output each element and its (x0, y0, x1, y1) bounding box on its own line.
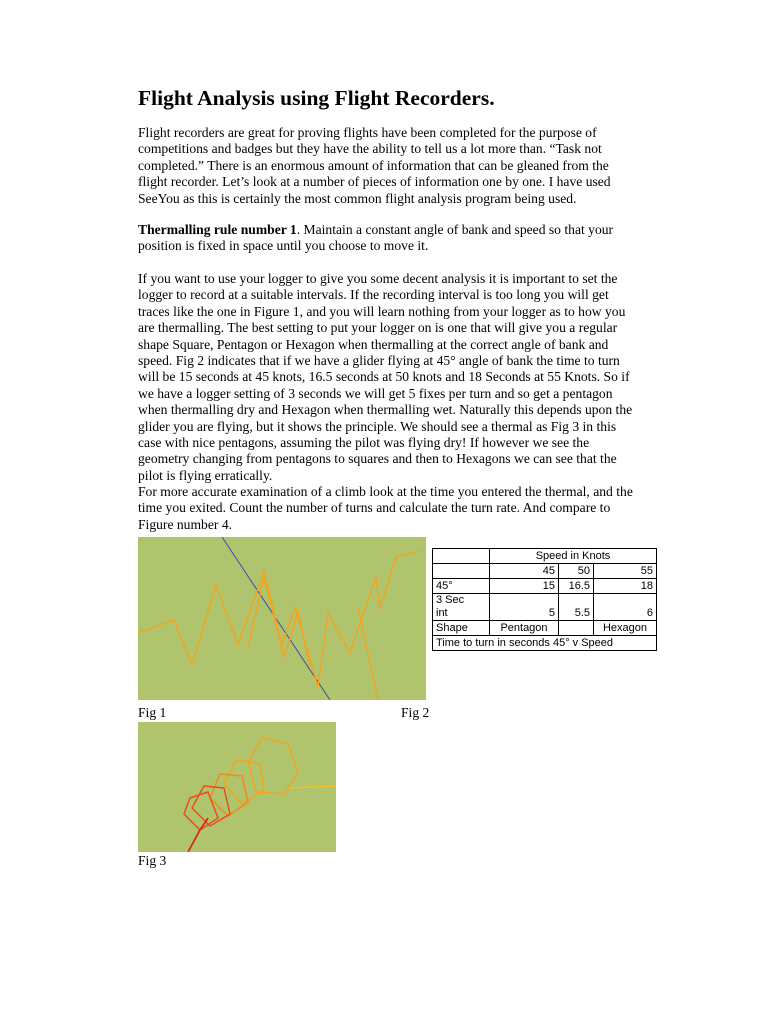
intro-paragraph: Flight recorders are great for proving flights have been completed for the purpose of competitions and badges but they have the ability to tell us a lot more than. “Task not completed.” There is an enormous amount of information that can be gleaned from the flight recorder. Let’s look at a number of pieces of information one by one. I have used SeeYou as this is certainly the most common flight analysis program being used. (138, 125, 611, 206)
table-row-label: 45° (433, 579, 490, 594)
figure-3-caption: Fig 3 (138, 853, 167, 868)
table-caption: Time to turn in seconds 45° v Speed (433, 636, 657, 651)
figure-1-caption: Fig 1 (138, 705, 167, 720)
table-cell: 5.5 (559, 594, 594, 621)
figure-1-trace (138, 537, 426, 700)
table-cell (433, 564, 490, 579)
fig1-zigzag-trace (138, 551, 420, 687)
table-row (433, 636, 657, 651)
figure-3-trace (138, 722, 336, 852)
table-row (433, 594, 657, 621)
table-row-label-line: 3 Sec (436, 594, 465, 606)
table-row (433, 564, 657, 579)
table-cell: 18 (594, 579, 657, 594)
table-cell: 16.5 (559, 579, 594, 594)
table-row-label: Shape (433, 621, 490, 636)
table-header-speed: Speed in Knots (490, 549, 657, 564)
figure-3-svg (138, 722, 336, 852)
table-cell: Hexagon (594, 621, 657, 636)
table-cell (433, 549, 490, 564)
table-cell: Pentagon (490, 621, 559, 636)
table-row (433, 579, 657, 594)
table-cell: 55 (594, 564, 657, 579)
table-cell: 5 (490, 594, 559, 621)
table-cell: 45 (490, 564, 559, 579)
table-row-label-line: int (436, 607, 448, 619)
turn-time-table (432, 548, 657, 651)
figure-1-svg (138, 537, 426, 700)
table-cell (559, 621, 594, 636)
table-row-label (433, 594, 490, 621)
fig3-pentagon (192, 786, 230, 826)
table-row (433, 549, 657, 564)
page-title: Flight Analysis using Flight Recorders. (138, 86, 495, 110)
fig1-trace-tail (358, 607, 378, 700)
fig3-track-line (288, 786, 336, 788)
rule-text: . Maintain a constant angle of bank and speed so that your position is fixed in space until you choose to move it. (138, 222, 614, 254)
rule-paragraph (138, 222, 638, 255)
closing-paragraph: For more accurate examination of a climb look at the time you entered the thermal, and the time you exited. Count the number of turns and calculate the turn rate. And compare to Figure number 4. (138, 484, 633, 532)
rule-heading: Thermalling rule number 1 (138, 222, 297, 237)
body-paragraph: If you want to use your logger to give you some decent analysis it is important to set the logger to record at a suitable intervals. If the recording interval is too long you will get traces like the one in Figure 1, and you will learn nothing from your logger as to how you are thermalling. The best setting to put your logger on is one that will give you a regular shape Square, Pentagon or Hexagon when thermalling at the correct angle of bank and speed. Fig 2 indicates that if we have a glider flying at 45° angle of bank the time to turn will be 15 seconds at 45 knots, 16.5 seconds at 50 knots and 18 Seconds at 55 Knots. So if we have a logger setting of 3 seconds we will get 5 fixes per turn and so get a pentagon when thermalling dry and Hexagon when thermalling wet. Naturally this depends upon the glider you are flying, but it shows the principle. We should see a thermal as Fig 3 in this case with nice pentagons, assuming the pilot was flying dry! If however we see the geometry changing from pentagons to squares and then to Hexagons we can see that the pilot is flying erratically. (138, 271, 633, 483)
table-cell: 6 (594, 594, 657, 621)
fig3-hexagon (248, 738, 298, 794)
table-cell: 15 (490, 579, 559, 594)
fig3-entry-trace (188, 818, 208, 852)
table-cell: 50 (559, 564, 594, 579)
figure-2-caption: Fig 2 (401, 705, 430, 720)
table-row (433, 621, 657, 636)
